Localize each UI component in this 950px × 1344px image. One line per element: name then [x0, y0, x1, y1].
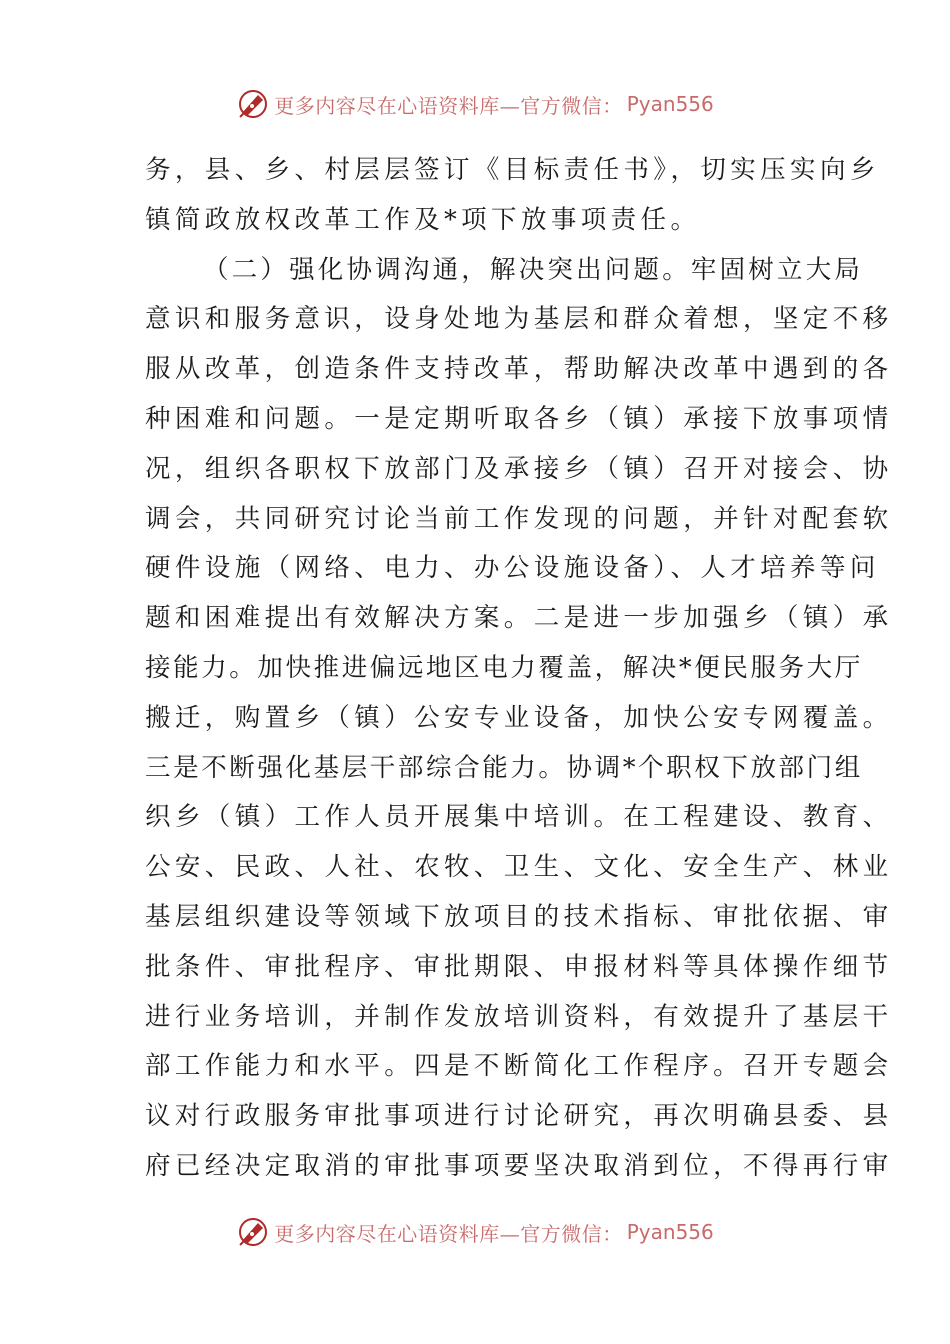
- text-line: 府已经决定取消的审批事项要坚决取消到位，不得再行审: [145, 1150, 893, 1181]
- section-heading-line: （二）强化协调沟通，解决突出问题。牢固树立大局: [203, 254, 864, 285]
- text-line: 服从改革，创造条件支持改革，帮助解决改革中遇到的各: [145, 354, 893, 385]
- pen-nib-logo-icon: [236, 87, 270, 121]
- text-line: 况，组织各职权下放部门及承接乡（镇）召开对接会、协: [145, 453, 893, 484]
- pen-nib-logo-icon: [236, 1215, 270, 1249]
- text-line: 公安、民政、人社、农牧、卫生、文化、安全生产、林业: [145, 852, 893, 883]
- text-line: 三是不断强化基层干部综合能力。协调*个职权下放部门组: [145, 752, 863, 783]
- text-line: 部工作能力和水平。四是不断简化工作程序。召开专题会: [145, 1051, 893, 1082]
- text-line: 织乡（镇）工作人员开展集中培训。在工程建设、教育、: [145, 802, 893, 833]
- watermark-group: [236, 87, 714, 121]
- text-line: 种困难和问题。一是定期听取各乡（镇）承接下放事项情: [145, 403, 893, 434]
- text-line: 题和困难提出有效解决方案。二是进一步加强乡（镇）承: [145, 603, 893, 634]
- text-line: 镇简政放权改革工作及*项下放事项责任。: [145, 204, 701, 235]
- text-line: 议对行政服务审批事项进行讨论研究，再次明确县委、县: [145, 1101, 893, 1132]
- text-line: 硬件设施（网络、电力、办公设施设备）、人才培养等问: [145, 553, 880, 584]
- text-line: 基层组织建设等领域下放项目的技术指标、审批依据、审: [145, 901, 893, 932]
- text-line: 进行业务培训，并制作发放培训资料，有效提升了基层干: [145, 1001, 893, 1032]
- watermark-wechat-id: Pyan556: [626, 92, 714, 116]
- watermark-group: [236, 1215, 714, 1249]
- footer-watermark: [0, 1214, 950, 1250]
- watermark-text: 更多内容尽在心语资料库—官方微信：: [274, 93, 623, 118]
- text-line: 意识和服务意识，设身处地为基层和群众着想，坚定不移: [145, 304, 893, 335]
- watermark-text: 更多内容尽在心语资料库—官方微信：: [274, 1221, 623, 1246]
- watermark-wechat-id: Pyan556: [626, 1220, 714, 1244]
- document-body: [145, 146, 893, 1192]
- text-line: 务，县、乡、村层层签订《目标责任书》，切实压实向乡: [145, 155, 880, 185]
- text-line: 搬迁，购置乡（镇）公安专业设备，加快公安专网覆盖。: [145, 702, 893, 733]
- text-line: 批条件、审批程序、审批期限、申报材料等具体操作细节: [145, 951, 893, 982]
- text-line: 调会，共同研究讨论当前工作发现的问题，并针对配套软: [145, 503, 893, 534]
- text-line: 接能力。加快推进偏远地区电力覆盖，解决*便民服务大厅: [145, 652, 863, 683]
- header-watermark: [0, 86, 950, 122]
